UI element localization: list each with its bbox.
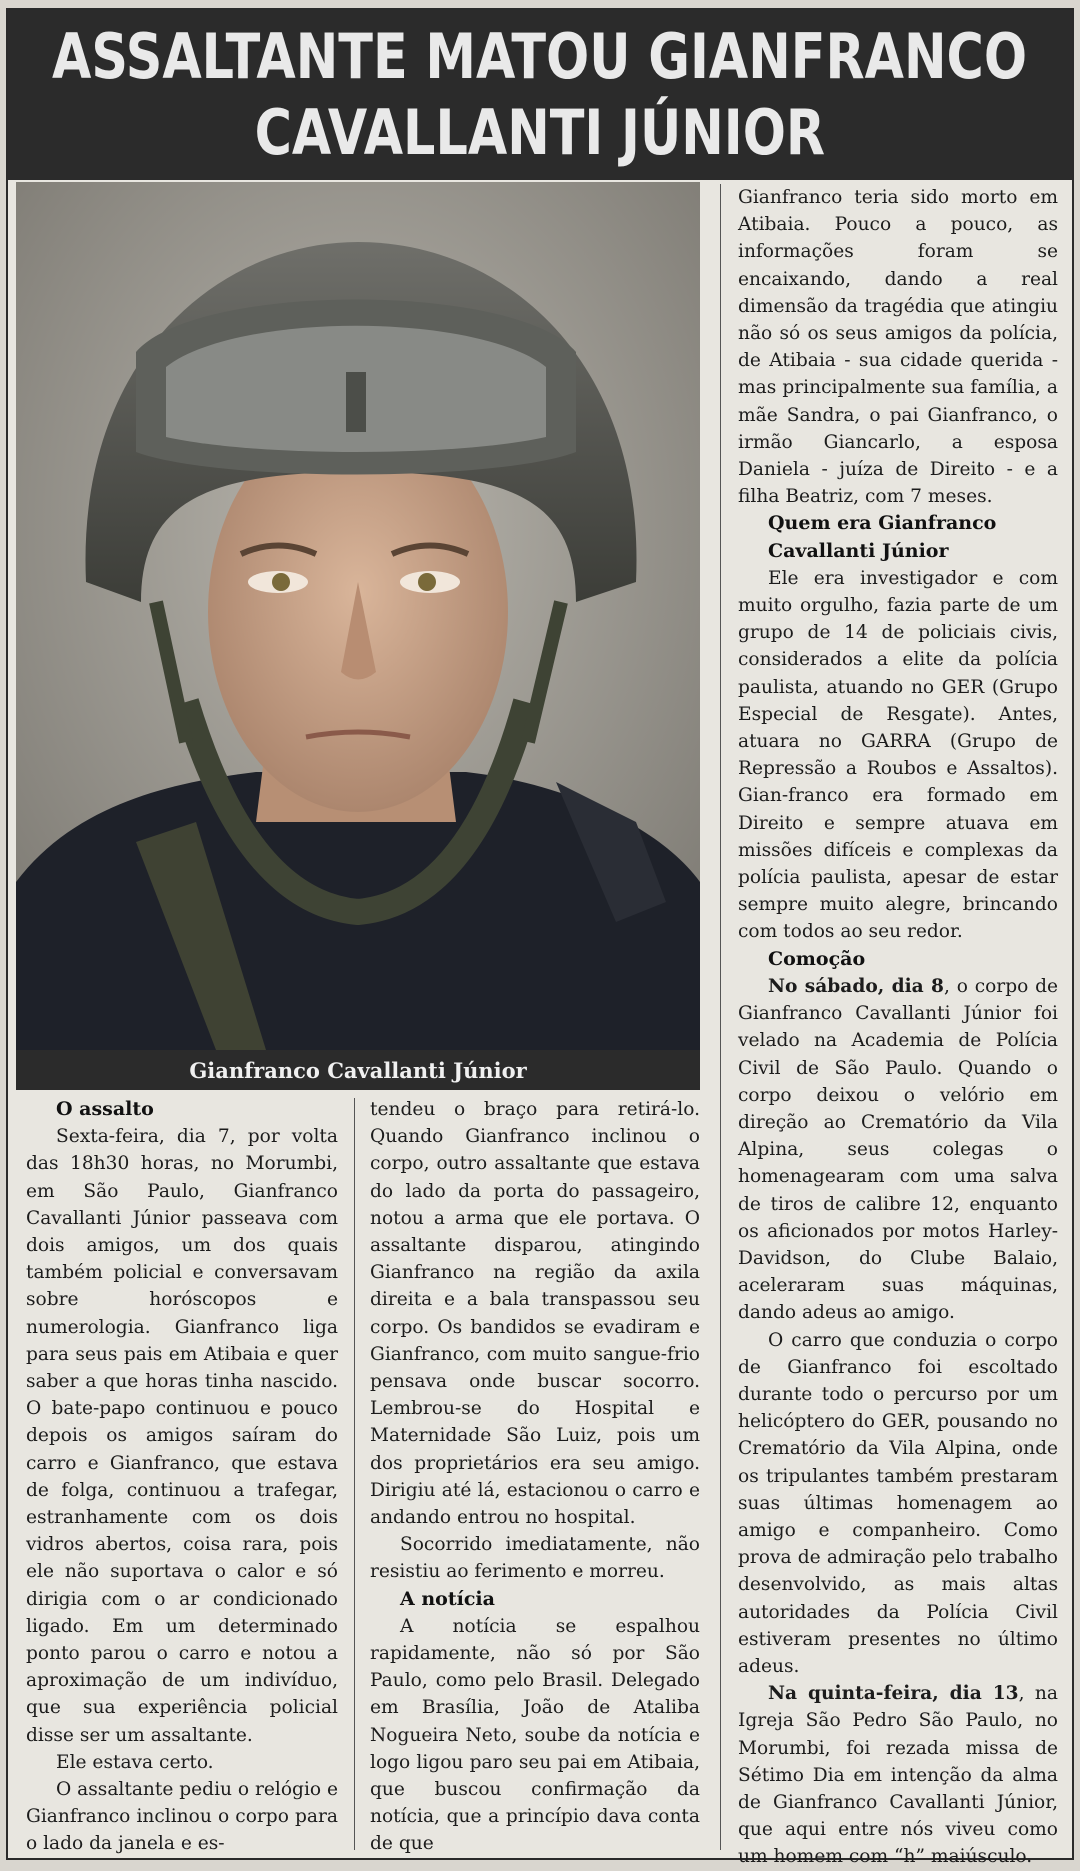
paragraph: Na quinta-feira, dia 13, na Igreja São Pedro São Paulo, no Morumbi, foi rezada missa de Sétimo Dia em intenção da alma de Gianfranco Cavallanti Júnior, que aqui entre nós viveu como um homem com “h” maiúsculo. (738, 1683, 1058, 1868)
lead-in: No sábado, dia 8 (768, 975, 944, 997)
subheading-quem-era-line-1: Quem era Gianfranco (768, 512, 997, 535)
photo-caption-bar (16, 1050, 700, 1090)
headline-line-1: ASSALTANTE MATOU GIANFRANCO (52, 20, 1028, 93)
column-1 (26, 1096, 338, 1858)
headline-banner (8, 10, 1072, 180)
paragraph: O assaltante pediu o relógio e Gianfranco inclinou o corpo para o lado da janela e es- (26, 1779, 339, 1855)
photo-caption: Gianfranco Cavallanti Júnior (189, 1057, 527, 1083)
paragraph: Ele era investigador e com muito orgulho, fazia parte de um grupo de 14 de policiais civis, considerados a elite da polícia paulista, atuando no GER (Grupo Especial de Resgate). Antes, atuara no GARRA (Grupo de Repressão a Roubos e Assaltos). Gian-franco era formado em Direito e sempre atuava em missões difíceis e complexas da polícia paulista, apesar de estar sempre muito alegre, brincando com todos ao seu redor. (738, 567, 1058, 943)
paragraph: O carro que conduzia o corpo de Gianfranco foi escoltado durante todo o percurso por um helicóptero do GER, pousando no Crematório da Vila Alpina, onde os tripulantes também prestaram suas últimas homenagem ao amigo e companheiro. Como prova de admiração pelo trabalho desenvolvido, as mais altas autoridades da Polícia Civil estiveram presentes no último adeus. (738, 1329, 1058, 1677)
portrait-photo (16, 182, 700, 1050)
lead-in: Na quinta-feira, dia 13 (768, 1683, 1019, 1705)
paragraph: Gianfranco teria sido morto em Atibaia. Pouco a pouco, as informações foram se encaixando, dando a real dimensão da tragédia que atingiu não só os seus amigos da polícia, de Atibaia - sua cidade querida - mas principalmente sua família, a mãe Sandra, o pai Gianfranco, o irmão Giancarlo, a esposa Daniela - juíza de Direito - e a filha Beatriz, com 7 meses. (738, 187, 1058, 508)
paragraph: Socorrido imediatamente, não resistiu ao ferimento e morreu. (370, 1534, 700, 1583)
newspaper-page (6, 8, 1074, 1868)
column-3 (738, 184, 1058, 1871)
paragraph: A notícia se espalhou rapidamente, não só por São Paulo, como pelo Brasil. Delegado em Brasília, João de Ataliba Nogueira Neto, soube da notícia e logo ligou paro seu pai em Atibaia, que buscou confirmação da notícia, que a princípio dava conta de que (370, 1615, 700, 1855)
column-divider (354, 1098, 355, 1850)
headline-line-2: CAVALLANTI JÚNIOR (254, 96, 826, 169)
subheading-comocao: Comoção (768, 947, 866, 970)
paragraph: Ele estava certo. (56, 1751, 214, 1773)
column-2 (370, 1096, 700, 1858)
subheading-quem-era-line-2: Cavallanti Júnior (768, 539, 949, 562)
paragraph: tendeu o braço para retirá-lo. Quando Gianfranco inclinou o corpo, outro assaltante que estava do lado da porta do passageiro, notou a arma que ele portava. O assaltante disparou, atingindo Gianfranco na região da axila direita e a bala transpassou seu corpo. Os bandidos se evadiram e Gianfranco, com muito sangue-frio pensava onde buscar socorro. Lembrou-se do Hospital e Maternidade São Luiz, pois um dos proprietários era seu amigo. Dirigiu até lá, estacionou o carro e andando entrou no hospital. (370, 1099, 700, 1529)
subheading-a-noticia: A notícia (400, 1587, 495, 1610)
column-divider (720, 184, 721, 1850)
paragraph: Sexta-feira, dia 7, por volta das 18h30 horas, no Morumbi, em São Paulo, Gianfranco Cavallanti Júnior passeava com dois amigos, um dos quais também policial e conversavam sobre horóscopos e numerologia. Gianfranco liga para seus pais em Atibaia e quer saber a que horas tinha nascido. O bate-papo continuou e pouco depois os amigos saíram do carro e Gianfranco, que estava de folga, continuou a trafegar, estranhamente com os dois vidros abertos, coisa rara, pois ele não suportava o calor e só dirigia com o ar condicionado ligado. Em um determinado ponto parou o carro e notou a aproximação de um indivíduo, que sua experiência policial disse ser um assaltante. (26, 1126, 338, 1746)
subheading-o-assalto: O assalto (56, 1098, 154, 1120)
officer-portrait-illustration (16, 182, 700, 1050)
paragraph: No sábado, dia 8, o corpo de Gianfranco Cavallanti Júnior foi velado na Academia de Polícia Civil de São Paulo. Quando o corpo deixou o velório em direção ao Crematório da Vila Alpina, seus colegas o homenagearam com uma salva de tiros de calibre 12, enquanto os aficionados por motos Harley-Davidson, do Clube Balaio, aceleraram suas máquinas, dando adeus ao amigo. (738, 975, 1058, 1324)
